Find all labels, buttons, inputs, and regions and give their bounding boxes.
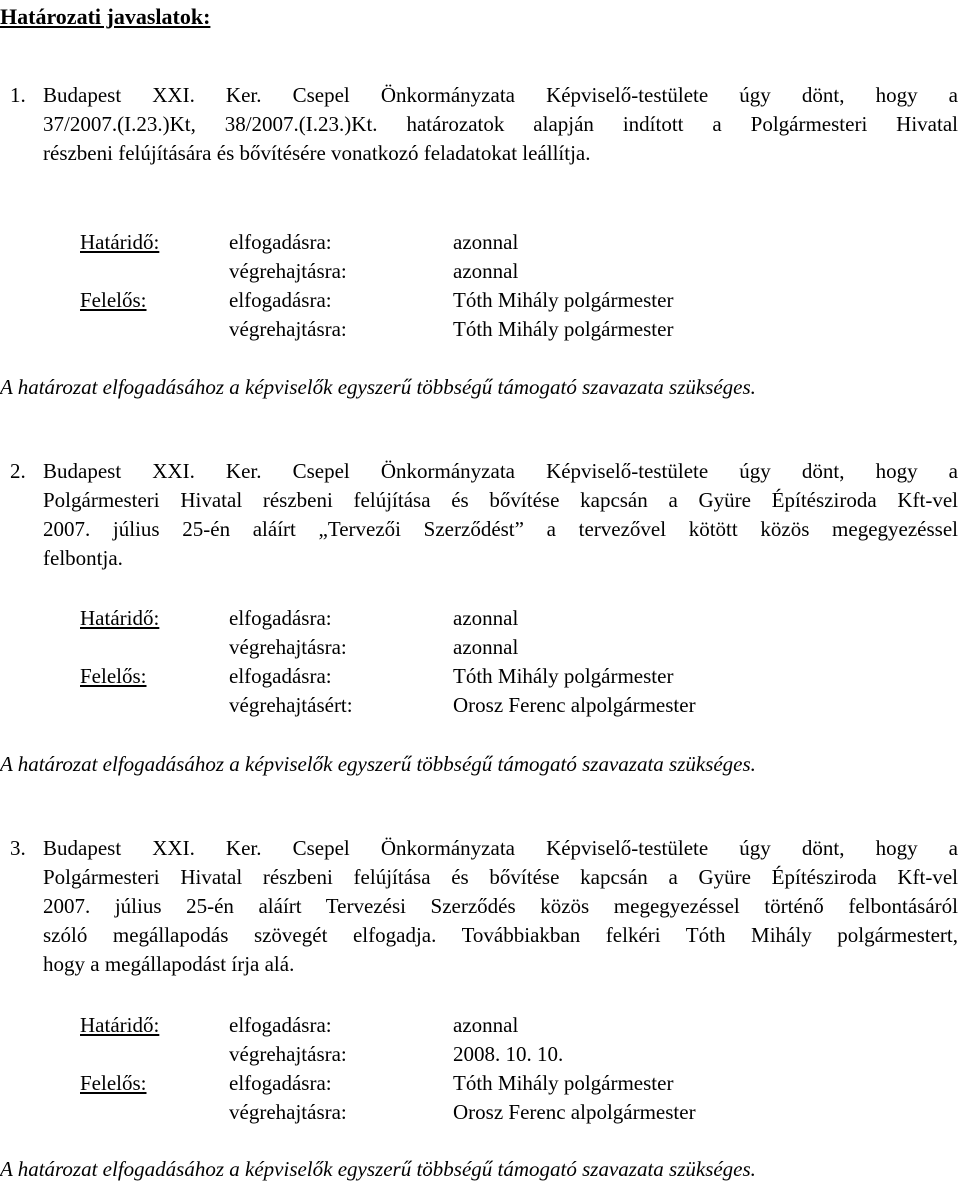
row-key: elfogadásra: — [229, 1071, 332, 1095]
resolution-2-line-2: Polgármesteri Hivatal részbeni felújítása és bővítése kapcsán a Gyüre Építésziroda Kft-vel — [43, 488, 958, 512]
resolution-1-responsibility-table — [80, 228, 780, 344]
page-heading: Határozati javaslatok: — [0, 4, 211, 29]
responsibility-row — [80, 315, 780, 344]
row-value: azonnal — [453, 259, 519, 283]
row-key: elfogadásra: — [229, 288, 332, 312]
row-value: 2008. 10. 10. — [453, 1042, 564, 1066]
row-value: azonnal — [453, 606, 519, 630]
resolution-2-vote-note: A határozat elfogadásához a képviselők egyszerű többségű támogató szavazata szükséges. — [0, 752, 756, 776]
row-value: Tóth Mihály polgármester — [453, 317, 674, 341]
resolution-1-vote-note: A határozat elfogadásához a képviselők egyszerű többségű támogató szavazata szükséges. — [0, 375, 756, 399]
row-key: elfogadásra: — [229, 1013, 332, 1037]
responsibility-row — [80, 286, 780, 315]
responsibility-row — [80, 1098, 780, 1127]
row-key: végrehajtásra: — [229, 1042, 347, 1066]
resolution-3-line-1: Budapest XXI. Ker. Csepel Önkormányzata Képviselő-testülete úgy dönt, hogy a — [43, 836, 958, 860]
resolution-3-line — [10, 834, 958, 863]
responsible-label: Felelős: — [80, 664, 147, 688]
resolution-3-vote-note: A határozat elfogadásához a képviselők egyszerű többségű támogató szavazata szükséges. — [0, 1157, 756, 1181]
resolution-3-line-2: Polgármesteri Hivatal részbeni felújítása és bővítése kapcsán a Gyüre Építésziroda Kft-vel — [43, 865, 958, 889]
resolution-2-line-4: felbontja. — [43, 546, 123, 570]
resolution-3-line-4: szóló megállapodás szövegét elfogadja. Továbbiakban felkéri Tóth Mihály polgármestert, — [43, 923, 958, 947]
resolution-2-line-3: 2007. július 25-én aláírt „Tervezői Szerződést” a tervezővel kötött közös megegyezéssel — [43, 517, 958, 541]
row-value: Orosz Ferenc alpolgármester — [453, 1100, 696, 1124]
row-key: végrehajtásért: — [229, 693, 353, 717]
responsibility-row — [80, 257, 780, 286]
row-value: Orosz Ferenc alpolgármester — [453, 693, 696, 717]
row-value: Tóth Mihály polgármester — [453, 288, 674, 312]
row-value: azonnal — [453, 230, 519, 254]
responsible-label: Felelős: — [80, 288, 147, 312]
responsibility-row — [80, 1040, 780, 1069]
row-value: azonnal — [453, 1013, 519, 1037]
resolution-3-text — [10, 834, 958, 979]
resolution-1-line-3: részbeni felújítására és bővítésére vonatkozó feladatokat leállítja. — [43, 141, 591, 165]
responsibility-row — [80, 1011, 780, 1040]
deadline-label: Határidő: — [80, 1013, 160, 1037]
resolution-1-line-1: Budapest XXI. Ker. Csepel Önkormányzata Képviselő-testülete úgy dönt, hogy a — [43, 83, 958, 107]
row-key: végrehajtásra: — [229, 317, 347, 341]
resolution-2-line-1: Budapest XXI. Ker. Csepel Önkormányzata Képviselő-testülete úgy dönt, hogy a — [43, 459, 958, 483]
resolution-3-responsibility-table — [80, 1011, 780, 1127]
row-value: Tóth Mihály polgármester — [453, 664, 674, 688]
responsibility-row — [80, 633, 780, 662]
deadline-label: Határidő: — [80, 606, 160, 630]
row-key: elfogadásra: — [229, 230, 332, 254]
resolution-1-number: 1. — [10, 83, 26, 107]
responsibility-row — [80, 691, 780, 720]
resolution-1-text — [10, 81, 958, 168]
row-key: végrehajtásra: — [229, 1100, 347, 1124]
responsibility-row — [80, 228, 780, 257]
row-key: elfogadásra: — [229, 606, 332, 630]
row-value: azonnal — [453, 635, 519, 659]
row-key: elfogadásra: — [229, 664, 332, 688]
resolution-2-text — [10, 457, 958, 573]
responsible-label: Felelős: — [80, 1071, 147, 1095]
resolution-3-line-5: hogy a megállapodást írja alá. — [43, 952, 295, 976]
row-key: végrehajtásra: — [229, 259, 347, 283]
row-key: végrehajtásra: — [229, 635, 347, 659]
resolution-2-responsibility-table — [80, 604, 780, 720]
deadline-label: Határidő: — [80, 230, 160, 254]
responsibility-row — [80, 1069, 780, 1098]
responsibility-row — [80, 604, 780, 633]
resolution-3-number: 3. — [10, 836, 26, 860]
row-value: Tóth Mihály polgármester — [453, 1071, 674, 1095]
resolution-1-line-2: 37/2007.(I.23.)Kt, 38/2007.(I.23.)Kt. határozatok alapján indított a Polgármesteri Hivatal — [43, 112, 958, 136]
resolution-3-line-3: 2007. július 25-én aláírt Tervezési Szerződés közös megegyezéssel történő felbontásáról — [43, 894, 958, 918]
responsibility-row — [80, 662, 780, 691]
resolution-2-number: 2. — [10, 459, 26, 483]
resolution-2-line — [10, 457, 958, 486]
resolution-1-line — [10, 81, 958, 110]
